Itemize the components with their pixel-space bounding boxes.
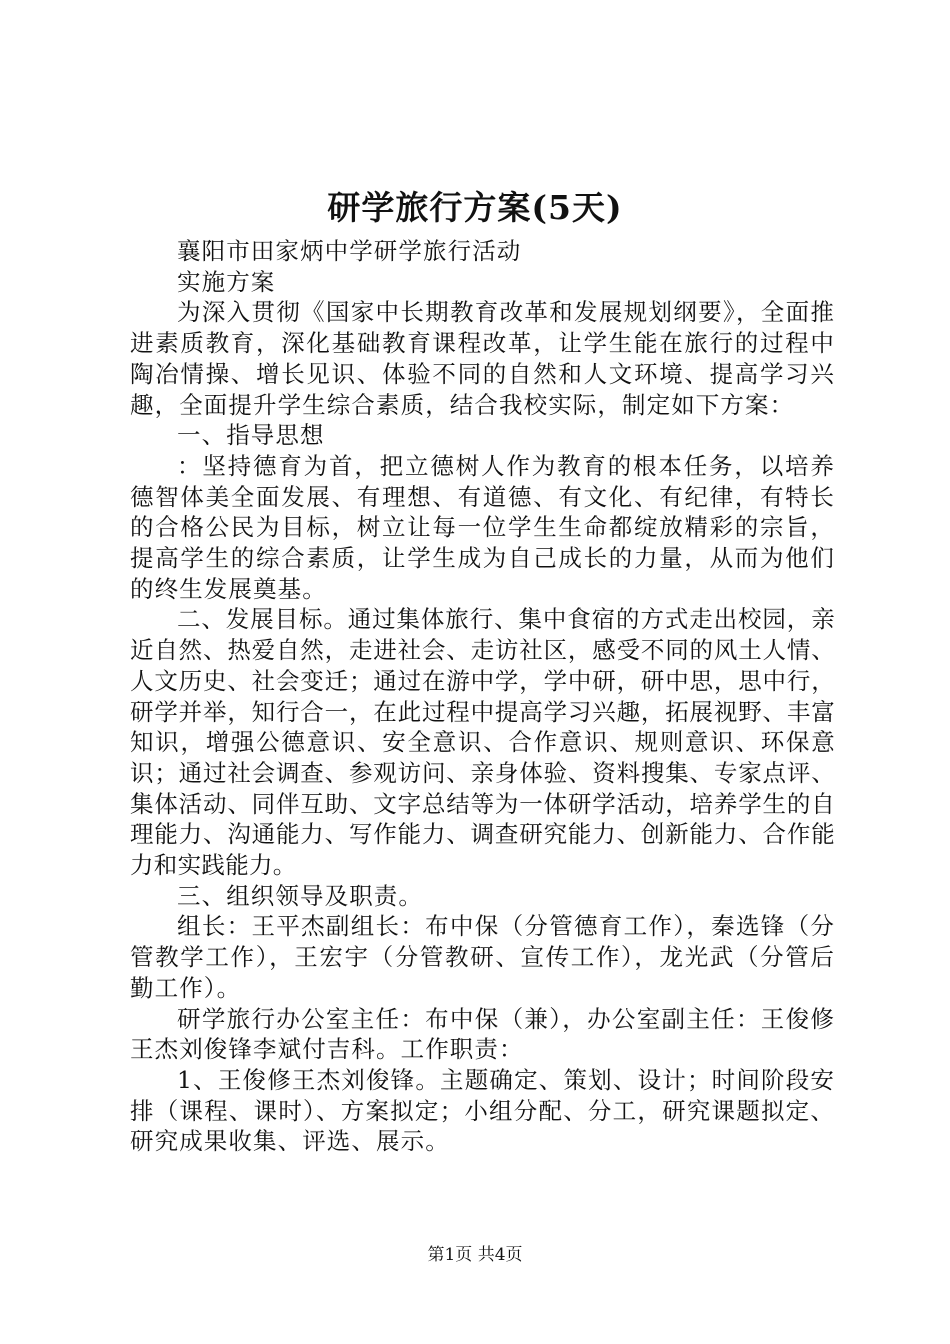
paragraph-development-goals: 二、发展目标。通过集体旅行、集中食宿的方式走出校园，亲近自然、热爱自然，走进社会、走访社区，感受不同的风土人情、人文历史、社会变迁；通过在游中学，学中研，研中思，思中行，研学并举，知行合一，在此过程中提高学习兴趣，拓展视野、丰富知识，增强公德意识、安全意识、合作意识、规则意识、环保意识；通过社会调查、参观访问、亲身体验、资料搜集、专家点评、集体活动、同伴互助、文字总结等为一体研学活动，培养学生的自理能力、沟通能力、写作能力、调查研究能力、创新能力、合作能力和实践能力。 <box>130 605 835 880</box>
page-footer: 第1页 共4页 <box>427 1245 523 1265</box>
paragraph-plan-label: 实施方案 <box>177 267 276 296</box>
document-title: 研学旅行方案(5天) <box>327 188 623 227</box>
paragraph-duty-1: 1、王俊修王杰刘俊锋。主题确定、策划、设计；时间阶段安排（课程、课时）、方案拟定；小组分配、分工，研究课题拟定、研究成果收集、评选、展示。 <box>130 1065 835 1156</box>
heading-organization: 三、组织领导及职责。 <box>177 881 423 910</box>
paragraph-school-name: 襄阳市田家炳中学研学旅行活动 <box>177 237 522 265</box>
document-body <box>130 236 835 1157</box>
paragraph-office: 研学旅行办公室主任：布中保（兼），办公室副主任：王俊修王杰刘俊锋李斌付吉科。工作职责： <box>130 1004 835 1064</box>
heading-guiding-thought: 一、指导思想 <box>177 421 325 450</box>
paragraph-intro: 为深入贯彻《国家中长期教育改革和发展规划纲要》，全面推进素质教育，深化基础教育课程改革，让学生能在旅行的过程中陶冶情操、增长见识、体验不同的自然和人文环境、提高学习兴趣，全面提升学生综合素质，结合我校实际，制定如下方案： <box>130 298 835 419</box>
paragraph-leaders: 组长：王平杰副组长：布中保（分管德育工作），秦选锋（分管教学工作），王宏宇（分管教研、宣传工作），龙光武（分管后勤工作）。 <box>130 912 835 1002</box>
paragraph-guiding-thought: ：坚持德育为首，把立德树人作为教育的根本任务，以培养德智体美全面发展、有理想、有道德、有文化、有纪律，有特长的合格公民为目标，树立让每一位学生生命都绽放精彩的宗旨，提高学生的综合素质，让学生成为自己成长的力量，从而为他们的终生发展奠基。 <box>130 451 835 603</box>
